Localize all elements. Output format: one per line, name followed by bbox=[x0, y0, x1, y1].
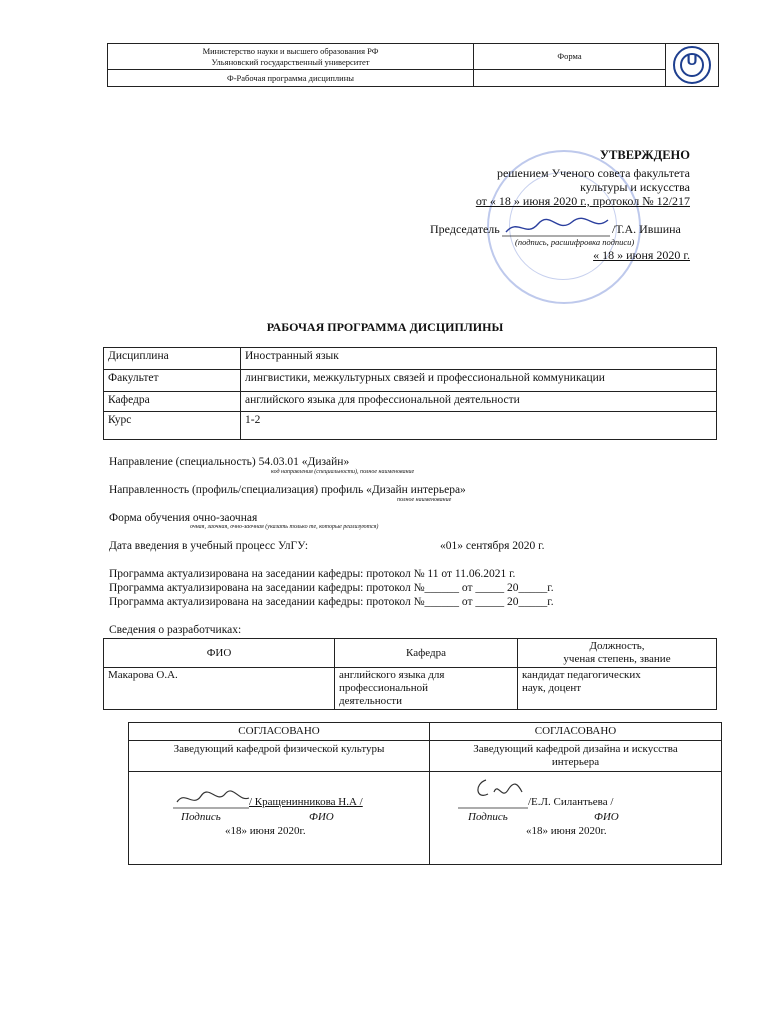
agreement-left-role: Заведующий кафедрой физической культуры bbox=[129, 741, 430, 772]
chair-name: /Т.А. Ившина bbox=[612, 222, 681, 236]
direction-hint: код направления (специальности), полное наименование bbox=[271, 469, 415, 475]
document-title: РАБОЧАЯ ПРОГРАММА ДИСЦИПЛИНЫ bbox=[266, 320, 504, 334]
developers-table bbox=[103, 638, 717, 710]
info-key: Кафедра bbox=[104, 392, 241, 412]
update-line-3: Программа актуализирована на заседании кафедры: протокол №______ от _____ 20_____г. bbox=[109, 596, 554, 608]
dev-department-line: деятельности bbox=[339, 695, 402, 707]
dev-header-position-line-2: ученая степень, звание bbox=[563, 653, 671, 665]
right-signer-name: /Е.Л. Силантьева / bbox=[528, 796, 614, 808]
info-row-faculty bbox=[104, 370, 717, 392]
agreement-right-title: СОГЛАСОВАНО bbox=[430, 723, 722, 741]
update-line-2: Программа актуализирована на заседании кафедры: протокол №______ от _____ 20_____г. bbox=[109, 582, 554, 594]
university-name: Ульяновский государственный университет bbox=[211, 56, 370, 67]
info-key: Дисциплина bbox=[104, 348, 241, 370]
chair-hint: (подпись, расшифровка подписи) bbox=[515, 237, 635, 247]
study-form-hint: очная, заочная, очно-заочная (указать только те, которые реализуются) bbox=[190, 524, 379, 530]
logo-cell bbox=[666, 44, 719, 87]
agreement-left-title: СОГЛАСОВАНО bbox=[129, 723, 430, 741]
approval-line-1: решением Ученого совета факультета bbox=[496, 166, 690, 180]
dev-department-line: профессиональной bbox=[339, 682, 428, 694]
dev-department bbox=[335, 668, 518, 710]
dev-header-position bbox=[518, 639, 717, 668]
left-sign-label: Подпись bbox=[181, 811, 221, 823]
dev-position bbox=[518, 668, 717, 710]
info-value: английского языка для профессиональной деятельности bbox=[241, 392, 717, 412]
intro-date-label: Дата введения в учебный процесс УлГУ: bbox=[109, 540, 309, 552]
profile-hint: полное наименование bbox=[397, 497, 452, 503]
direction-line: Направление (специальность) 54.03.01 «Дизайн» bbox=[109, 456, 350, 468]
dev-department-line: английского языка для bbox=[339, 669, 445, 681]
chair-prefix: Председатель bbox=[430, 222, 500, 236]
dev-position-line: кандидат педагогических bbox=[522, 669, 641, 681]
dev-header-department: Кафедра bbox=[335, 639, 518, 668]
developers-caption: Сведения о разработчиках: bbox=[109, 624, 242, 636]
agreement-table bbox=[128, 722, 722, 865]
approval-date: « 18 » июня 2020 г. bbox=[593, 248, 690, 262]
form-header-table bbox=[107, 43, 719, 87]
intro-date-value: «01» сентября 2020 г. bbox=[440, 540, 545, 552]
university-logo-icon: U bbox=[673, 46, 711, 84]
agreement-right-role bbox=[430, 741, 722, 772]
agreement-right-role-line: интерьера bbox=[551, 756, 600, 768]
profile-line: Направленность (профиль/специализация) профиль «Дизайн интерьера» bbox=[109, 484, 466, 496]
discipline-info-table bbox=[103, 347, 717, 440]
info-key: Курс bbox=[104, 412, 241, 440]
info-row-course bbox=[104, 412, 717, 440]
info-value: Иностранный язык bbox=[241, 348, 717, 370]
approval-title: УТВЕРЖДЕНО bbox=[599, 148, 690, 162]
info-value: лингвистики, межкультурных связей и профессиональной коммуникации bbox=[241, 370, 717, 392]
left-signature-icon bbox=[173, 788, 251, 810]
right-signature-icon bbox=[456, 774, 528, 810]
dev-name: Макарова О.А. bbox=[104, 668, 335, 710]
info-key: Факультет bbox=[104, 370, 241, 392]
left-agreement-date: «18» июня 2020г. bbox=[225, 825, 306, 837]
left-signer-name: / Кращенинникова Н.А / bbox=[249, 796, 363, 808]
agreement-left-signature-cell bbox=[129, 772, 430, 865]
approval-line-2: культуры и искусства bbox=[580, 180, 690, 194]
dev-header-name: ФИО bbox=[104, 639, 335, 668]
agreement-right-role-line: Заведующий кафедрой дизайна и искусства bbox=[473, 743, 678, 755]
ministry-name: Министерство науки и высшего образования РФ bbox=[202, 45, 379, 56]
right-fio-label: ФИО bbox=[594, 811, 619, 823]
info-row-discipline bbox=[104, 348, 717, 370]
empty-header-cell bbox=[474, 70, 666, 87]
dev-header-position-line-1: Должность, bbox=[589, 640, 645, 652]
program-form-label: Ф-Рабочая программа дисциплины bbox=[108, 70, 474, 87]
right-sign-label: Подпись bbox=[468, 811, 508, 823]
left-fio-label: ФИО bbox=[309, 811, 334, 823]
agreement-right-signature-cell bbox=[430, 772, 722, 865]
info-value: 1-2 bbox=[241, 412, 717, 440]
right-agreement-date: «18» июня 2020г. bbox=[526, 825, 607, 837]
update-line-1: Программа актуализирована на заседании кафедры: протокол № 11 от 11.06.2021 г. bbox=[109, 568, 516, 580]
info-row-department bbox=[104, 392, 717, 412]
approval-line-3: от « 18 » июня 2020 г., протокол № 12/217 bbox=[475, 194, 690, 208]
dev-position-line: наук, доцент bbox=[522, 682, 582, 694]
header-org-cell bbox=[108, 44, 474, 70]
form-label: Форма bbox=[474, 44, 666, 70]
study-form-line: Форма обучения очно-заочная bbox=[109, 512, 258, 524]
table-row bbox=[104, 668, 717, 710]
